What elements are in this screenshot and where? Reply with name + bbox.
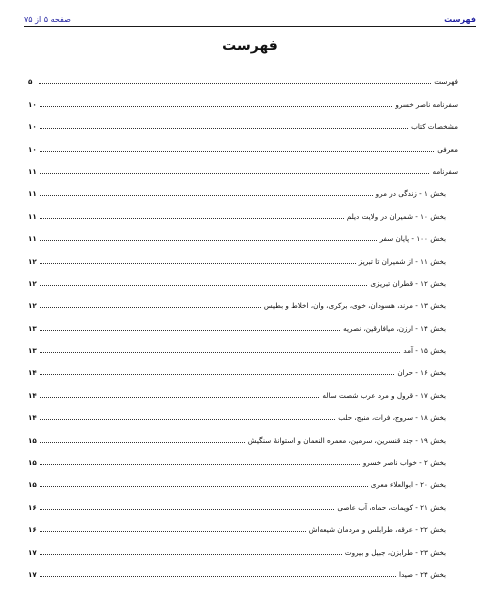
- toc-leader-dots: [40, 217, 344, 219]
- toc-entry[interactable]: [28, 402, 458, 424]
- toc-leader-dots: [40, 485, 368, 487]
- toc-page-number[interactable]: ۱۰: [28, 144, 37, 154]
- toc-page-number[interactable]: ۵: [28, 77, 33, 87]
- toc-entry[interactable]: [28, 514, 458, 536]
- toc-leader-dots: [40, 284, 368, 286]
- toc-page-number[interactable]: ۱۱: [28, 211, 37, 221]
- toc-entry[interactable]: [28, 335, 458, 357]
- toc-page-number[interactable]: ۱۵: [28, 480, 37, 490]
- toc-entry-label[interactable]: سفرنامه ناصر خسرو: [395, 99, 458, 109]
- toc-entry-label[interactable]: معرفی: [437, 144, 458, 154]
- toc-page-number[interactable]: ۱۰: [28, 122, 37, 132]
- toc-entry-label[interactable]: بخش ۱۶ - حران: [397, 368, 446, 378]
- toc-entry-label[interactable]: بخش ۱۸ - سروج، فرات، منبج، حلب: [338, 413, 446, 423]
- toc-page-number[interactable]: ۱۰: [28, 99, 37, 109]
- toc-entry-label[interactable]: بخش ۱۰۰ - پایان سفر: [379, 234, 446, 244]
- toc-leader-dots: [40, 351, 401, 353]
- header-section-link[interactable]: فهرست: [444, 15, 476, 24]
- toc-leader-dots: [40, 373, 395, 375]
- toc-entry[interactable]: [28, 245, 458, 267]
- toc-leader-dots: [39, 82, 431, 84]
- toc-entry[interactable]: [28, 223, 458, 245]
- toc-entry-label[interactable]: بخش ۱۴ - ارزن، میافارقین، نصریه: [343, 323, 446, 333]
- toc-entry-label[interactable]: بخش ۱ - زندگی در مرو: [375, 189, 446, 199]
- toc-leader-dots: [40, 306, 261, 308]
- toc-leader-dots: [40, 239, 377, 241]
- toc-entry-label[interactable]: بخش ۲۰ - ابوالعلاء معری: [370, 480, 446, 490]
- table-of-contents: [28, 66, 458, 581]
- toc-page-number[interactable]: ۱۱: [28, 189, 37, 199]
- toc-entry-label[interactable]: بخش ۲۳ - طرابزن، جبیل و بیروت: [344, 547, 446, 557]
- toc-entry-label[interactable]: بخش ۲۱ - کویمات، حماه، آب عاصی: [337, 502, 446, 512]
- toc-entry-label[interactable]: بخش ۱۵ - آمد: [403, 346, 446, 356]
- toc-entry[interactable]: [28, 469, 458, 491]
- toc-leader-dots: [40, 418, 335, 420]
- page-indicator: صفحه ۵ از ۷۵: [24, 15, 71, 24]
- toc-entry[interactable]: [28, 200, 458, 222]
- toc-leader-dots: [40, 530, 306, 532]
- toc-leader-dots: [40, 553, 342, 555]
- toc-page-number[interactable]: ۱۵: [28, 435, 37, 445]
- toc-entry[interactable]: [28, 424, 458, 446]
- toc-page-number[interactable]: ۱۲: [28, 278, 37, 288]
- toc-entry-label[interactable]: بخش ۱۳ - مرند، هسودان، خوی، برکری، وان، اخلاط و بطیس: [263, 301, 446, 311]
- toc-page-number[interactable]: ۱۱: [28, 166, 37, 176]
- toc-entry-label[interactable]: بخش ۱۹ - جند قنسرین، سرمین، معمره النعمان و استوانهٔ سنگیش: [247, 435, 446, 445]
- toc-entry[interactable]: [28, 290, 458, 312]
- toc-entry[interactable]: [28, 66, 458, 88]
- toc-entry[interactable]: [28, 156, 458, 178]
- page-header: [24, 8, 476, 27]
- toc-leader-dots: [40, 262, 356, 264]
- toc-entry[interactable]: [28, 312, 458, 334]
- toc-page-number[interactable]: ۱۲: [28, 301, 37, 311]
- toc-leader-dots: [40, 105, 393, 107]
- toc-leader-dots: [40, 172, 430, 174]
- toc-entry-label[interactable]: بخش ۱۱ - از شمیران تا تبریز: [358, 256, 446, 266]
- toc-page-number[interactable]: ۱۷: [28, 547, 37, 557]
- toc-leader-dots: [40, 150, 435, 152]
- toc-page-number[interactable]: ۱۲: [28, 256, 37, 266]
- toc-entry-label[interactable]: فهرست: [434, 77, 458, 87]
- toc-page-number[interactable]: ۱۶: [28, 502, 37, 512]
- toc-entry-label[interactable]: سفرنامه: [432, 166, 458, 176]
- toc-entry-label[interactable]: مشخصات کتاب: [411, 122, 458, 132]
- toc-entry[interactable]: [28, 379, 458, 401]
- toc-leader-dots: [40, 441, 245, 443]
- toc-page-number[interactable]: ۱۴: [28, 413, 37, 423]
- toc-entry[interactable]: [28, 536, 458, 558]
- toc-page-number[interactable]: ۱۷: [28, 569, 37, 579]
- toc-leader-dots: [40, 508, 335, 510]
- toc-entry-label[interactable]: بخش ۱۰ - شمیران در ولایت دیلم: [346, 211, 446, 221]
- toc-leader-dots: [40, 463, 360, 465]
- toc-page-number[interactable]: ۱۶: [28, 525, 37, 535]
- toc-entry-label[interactable]: بخش ۲۴ - صیدا: [398, 569, 446, 579]
- toc-entry[interactable]: [28, 111, 458, 133]
- toc-entry[interactable]: [28, 559, 458, 581]
- page-title: فهرست: [222, 38, 278, 54]
- toc-page-number[interactable]: ۱۳: [28, 346, 37, 356]
- toc-entry[interactable]: [28, 268, 458, 290]
- toc-page-number[interactable]: ۱۴: [28, 368, 37, 378]
- toc-entry-label[interactable]: بخش ۱۷ - قرول و مرد عرب شصت ساله: [322, 390, 446, 400]
- toc-entry[interactable]: [28, 88, 458, 110]
- toc-leader-dots: [40, 396, 320, 398]
- toc-leader-dots: [40, 329, 340, 331]
- toc-entry[interactable]: [28, 491, 458, 513]
- toc-entry[interactable]: [28, 133, 458, 155]
- toc-entry[interactable]: [28, 178, 458, 200]
- toc-entry-label[interactable]: بخش ۲ - خواب ناصر خسرو: [362, 458, 446, 468]
- toc-page-number[interactable]: ۱۳: [28, 323, 37, 333]
- toc-leader-dots: [40, 575, 396, 577]
- toc-page-number[interactable]: ۱۱: [28, 234, 37, 244]
- toc-entry-label[interactable]: بخش ۲۲ - عرقه، طرابلس و مردمان شیعه‌اش: [308, 525, 446, 535]
- toc-entry[interactable]: [28, 447, 458, 469]
- toc-page-number[interactable]: ۱۴: [28, 390, 37, 400]
- toc-page-number[interactable]: ۱۵: [28, 458, 37, 468]
- toc-leader-dots: [40, 194, 373, 196]
- toc-leader-dots: [40, 127, 408, 129]
- toc-entry-label[interactable]: بخش ۱۲ - قطران تبریزی: [370, 278, 446, 288]
- toc-entry[interactable]: [28, 357, 458, 379]
